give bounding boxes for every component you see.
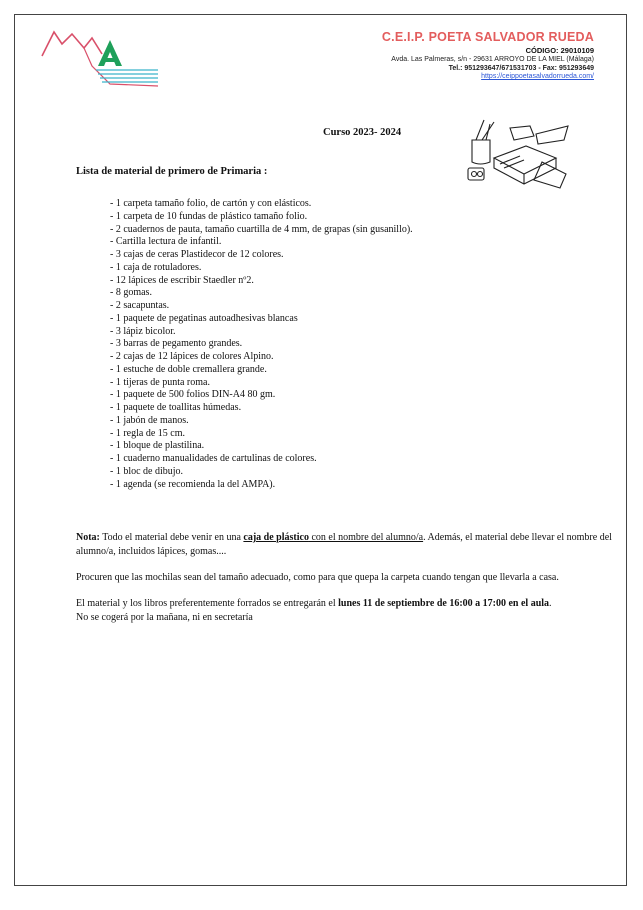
- school-header: [382, 30, 594, 80]
- delivery-note: No se cogerá por la mañana, ni en secretaría: [76, 611, 253, 623]
- list-item: - 2 cajas de 12 lápices de colores Alpino.: [110, 351, 274, 362]
- note-label: Nota:: [76, 532, 100, 543]
- list-item: - 1 cuaderno manualidades de cartulinas de colores.: [110, 453, 317, 464]
- list-item: - 1 bloque de plastilina.: [110, 440, 205, 452]
- backpack-paragraph: Procuren que las mochilas sean del tamaño adecuado, como para que quepa la carpeta cuando tengan que llevarla a casa.: [76, 572, 559, 583]
- delivery-period: .: [549, 598, 552, 609]
- school-phones: Tel.: 951293647/671531703 - Fax: 951293649: [448, 65, 594, 72]
- list-item: - 1 estuche de doble cremallera grande.: [110, 363, 267, 375]
- list-item: - 3 cajas de ceras Plastidecor de 12 colores.: [110, 249, 284, 260]
- materials-list: [110, 198, 413, 491]
- list-item: - 1 agenda (se recomienda la del AMPA).: [110, 478, 276, 490]
- delivery-text: El material y los libros preferentemente forrados se entregarán el: [76, 598, 339, 609]
- list-item: - 1 paquete de 500 folios DIN-A4 80 gm.: [110, 389, 276, 401]
- list-item: - Cartilla lectura de infantil.: [110, 236, 222, 248]
- note-paragraph: [76, 531, 616, 558]
- note-text-rest: . Además, el material debe llevar el nombre del alumno/a, incluidos lápices, gomas....: [76, 532, 612, 557]
- list-item: - 3 barras de pegamento grandes.: [110, 338, 243, 350]
- list-item: - 1 bloc de dibujo.: [110, 465, 184, 477]
- list-item: - 1 caja de rotuladores.: [110, 261, 202, 273]
- list-item: - 2 cuadernos de pauta, tamaño cuartilla de 4 mm, de grapas (sin gusanillo).: [110, 223, 413, 235]
- list-item: - 2 sacapuntas.: [110, 300, 170, 311]
- note-text-underlined: con el nombre del alumno/a: [308, 532, 424, 543]
- note-text: Todo el material debe venir en una: [99, 532, 244, 543]
- list-item: - 1 carpeta tamaño folio, de cartón y con elásticos.: [110, 198, 312, 209]
- school-url-link[interactable]: https://ceippoetasalvadorrueda.com/: [481, 73, 594, 80]
- list-item: - 1 paquete de toallitas húmedas.: [110, 402, 242, 413]
- school-logo: [40, 26, 164, 92]
- note-emphasis: caja de plástico: [243, 532, 309, 543]
- list-item: - 1 jabón de manos.: [110, 414, 189, 426]
- school-code: CÓDIGO: 29010109: [525, 46, 594, 55]
- list-item: - 1 tijeras de punta roma.: [110, 376, 210, 388]
- list-item: - 12 lápices de escribir Staedler nº2.: [110, 274, 254, 286]
- list-item: - 8 gomas.: [110, 287, 152, 299]
- course-title: Curso 2023- 2024: [323, 127, 402, 138]
- list-item: - 1 carpeta de 10 fundas de plástico tamaño folio.: [110, 210, 308, 222]
- delivery-date: lunes 11 de septiembre de 16:00 a 17:00 en el aula: [338, 598, 550, 609]
- school-address: Avda. Las Palmeras, s/n - 29631 ARROYO DE LA MIEL (Málaga): [391, 56, 594, 63]
- list-item: - 1 paquete de pegatinas autoadhesivas blancas: [110, 312, 298, 324]
- list-item: - 1 regla de 15 cm.: [110, 427, 185, 439]
- list-item: - 3 lápiz bicolor.: [110, 325, 176, 337]
- school-supplies-illustration: [464, 118, 570, 192]
- delivery-paragraph: [76, 597, 616, 624]
- list-title: Lista de material de primero de Primaria :: [76, 166, 268, 177]
- school-name: C.E.I.P. POETA SALVADOR RUEDA: [381, 30, 594, 44]
